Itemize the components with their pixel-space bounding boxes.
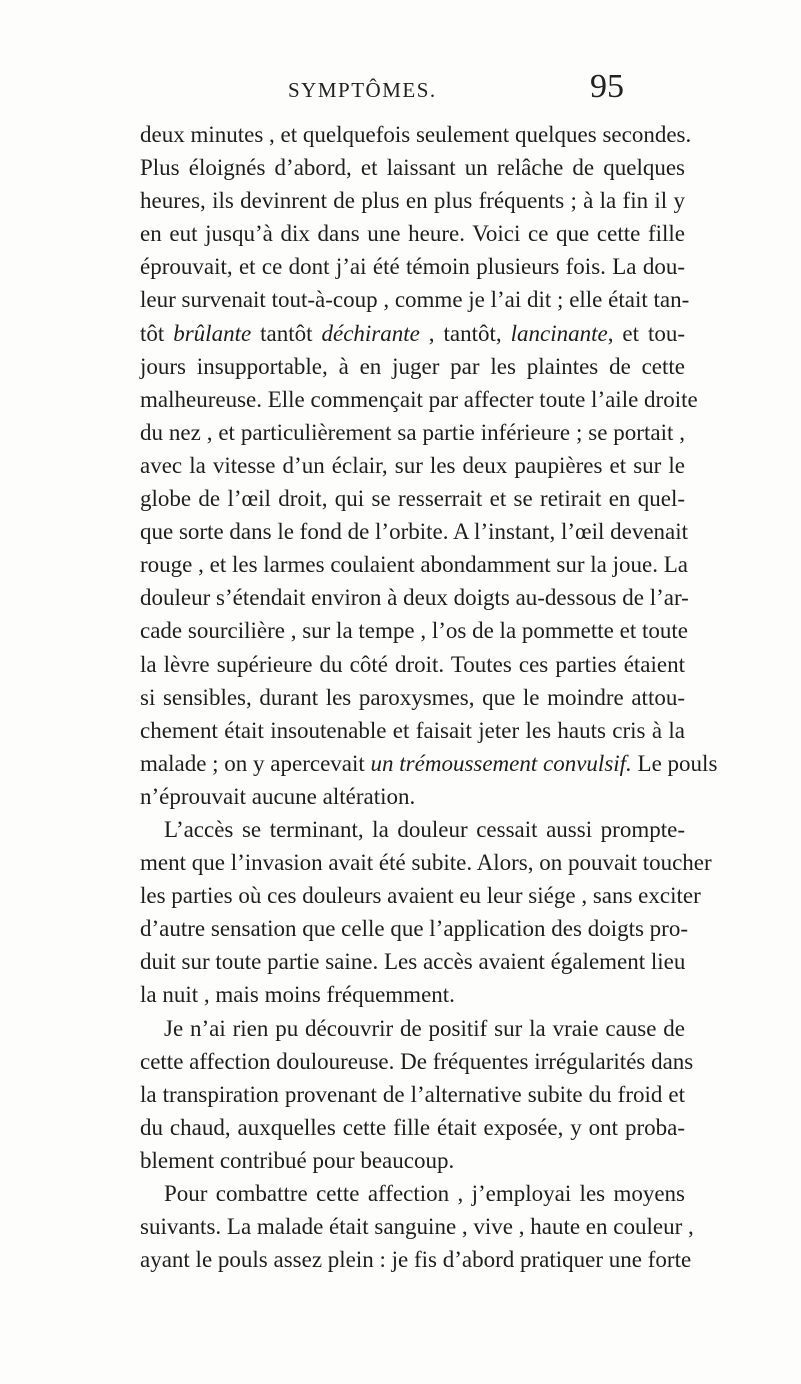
italic-text: déchirante xyxy=(321,320,420,346)
text-run: d’autre sensation que celle que l’application des doigts pro- xyxy=(140,916,688,942)
text-run: duit sur toute partie saine. Les accès avaient également lieu xyxy=(140,949,686,975)
text-line xyxy=(140,714,685,747)
text-run: du chaud, auxquelles cette fille était exposée, y ont proba- xyxy=(140,1114,685,1140)
text-run: n’éprouvait aucune altération. xyxy=(140,783,416,809)
italic-text: un trémoussement convulsif. xyxy=(370,750,632,776)
text-run: malheureuse. Elle commençait par affecter toute l’aile droite xyxy=(140,386,698,412)
text-line xyxy=(140,1177,685,1210)
text-line xyxy=(140,184,685,217)
text-line xyxy=(140,317,685,350)
text-run: la transpiration provenant de l’alternative subite du froid et xyxy=(140,1081,685,1107)
text-run: Plus éloignés d’abord, et laissant un relâche de quelques xyxy=(140,155,685,181)
text-line xyxy=(140,217,685,250)
text-line xyxy=(140,548,688,581)
text-line xyxy=(140,1144,685,1177)
text-run: malade ; on y apercevait xyxy=(140,750,371,776)
text-line xyxy=(140,1243,692,1276)
text-run: Le pouls xyxy=(631,750,718,776)
text-line xyxy=(140,1210,694,1243)
text-run: blement contribué pour beaucoup. xyxy=(140,1147,455,1173)
text-line xyxy=(140,482,685,515)
text-line xyxy=(140,1111,685,1144)
text-run: tôt xyxy=(140,320,174,346)
text-line xyxy=(140,118,692,151)
text-line xyxy=(140,283,690,316)
text-line xyxy=(140,780,685,813)
text-run: en eut jusqu’à dix dans une heure. Voici ce que cette fille xyxy=(140,221,685,247)
text-run: deux minutes , et quelquefois seulement quelques secondes. xyxy=(140,122,692,147)
text-run: suivants. La malade était sanguine , vive , haute en couleur , xyxy=(140,1214,694,1240)
text-line xyxy=(140,614,688,647)
text-run: la nuit , mais moins fréquemment. xyxy=(140,982,455,1008)
text-run: tantôt xyxy=(251,320,322,346)
text-run: , et tou- xyxy=(607,320,685,346)
text-line xyxy=(140,747,718,780)
text-run: globe de l’œil droit, qui se resserrait et se retirait en quel- xyxy=(140,486,685,512)
text-run: ayant le pouls assez plein : je fis d’abord pratiquer une forte xyxy=(140,1247,692,1273)
text-line xyxy=(140,945,685,978)
text-line xyxy=(140,449,685,482)
text-run: que sorte dans le fond de l’orbite. A l’instant, l’œil devenait xyxy=(140,519,689,545)
text-line xyxy=(140,151,685,184)
text-run: jours insupportable, à en juger par les plaintes de cette xyxy=(140,353,685,379)
text-run: cade sourcilière , sur la tempe , l’os de la pommette et toute xyxy=(140,618,688,644)
text-line xyxy=(140,1045,694,1078)
text-run: Pour combattre cette affection , j’employai les moyens xyxy=(164,1181,685,1206)
text-run: cette affection douloureuse. De fréquentes irrégularités dans xyxy=(140,1048,694,1074)
text-line xyxy=(140,681,685,714)
text-line xyxy=(140,813,685,846)
text-run: du nez , et particulièrement sa partie inférieure ; se portait , xyxy=(140,419,685,445)
text-run: chement était insoutenable et faisait jeter les hauts cris à la xyxy=(140,717,685,743)
text-run: la lèvre supérieure du côté droit. Toutes ces parties étaient xyxy=(140,651,685,677)
text-line xyxy=(140,978,685,1011)
text-run: leur survenait tout-à-coup , comme je l’ai dit ; elle était tan- xyxy=(140,287,690,313)
text-run: les parties où ces douleurs avaient eu leur siége , sans exciter xyxy=(140,883,701,909)
text-line xyxy=(140,1012,685,1045)
chapter-title: SYMPTÔMES. xyxy=(288,78,437,102)
text-line xyxy=(140,846,712,879)
text-line xyxy=(140,350,685,383)
text-run: si sensibles, durant les paroxysmes, que le moindre attou- xyxy=(140,684,685,710)
text-run: éprouvait, et ce dont j’ai été témoin plusieurs fois. La dou- xyxy=(140,254,685,280)
text-line xyxy=(140,1078,685,1111)
text-run: avec la vitesse d’un éclair, sur les deux paupières et sur le xyxy=(140,452,685,478)
text-line xyxy=(140,648,685,681)
text-line xyxy=(140,912,688,945)
italic-text: brûlante xyxy=(173,320,252,346)
text-line xyxy=(140,416,685,449)
running-header xyxy=(120,68,720,106)
text-line xyxy=(140,250,685,283)
text-line xyxy=(140,383,698,416)
text-run: , tantôt, xyxy=(419,320,511,346)
text-run: heures, ils devinrent de plus en plus fréquents ; à la fin il y xyxy=(140,188,685,214)
text-line xyxy=(140,581,689,614)
text-run: ment que l’invasion avait été subite. Alors, on pouvait toucher xyxy=(140,850,712,876)
text-run: L’accès se terminant, la douleur cessait aussi prompte- xyxy=(164,816,685,842)
italic-text: lancinante xyxy=(510,320,608,346)
text-run: Je n’ai rien pu découvrir de positif sur la vraie cause de xyxy=(164,1015,685,1041)
body-text xyxy=(140,118,718,1276)
text-run: rouge , et les larmes coulaient abondamment sur la joue. La xyxy=(140,552,688,578)
text-line xyxy=(140,879,701,912)
text-line xyxy=(140,515,689,548)
text-run: douleur s’étendait environ à deux doigts au-dessous de l’ar- xyxy=(140,585,689,611)
page-number: 95 xyxy=(590,68,624,105)
